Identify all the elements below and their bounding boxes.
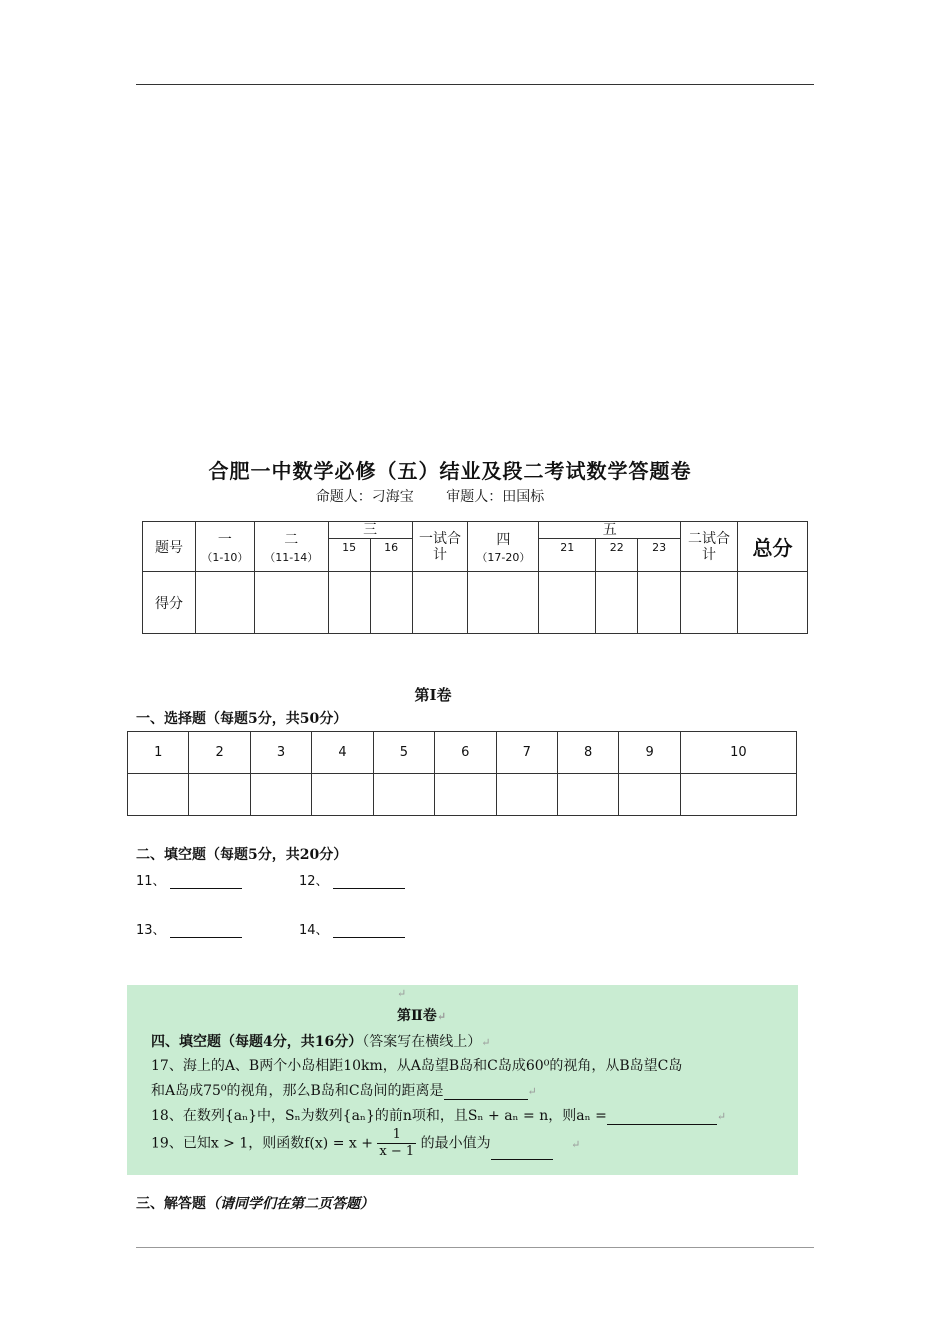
score-cell[interactable] xyxy=(328,572,370,634)
choice-number: 3 xyxy=(250,732,311,774)
question-17-line1: 17、海上的A、B两个小岛相距10km，从A岛望B岛和C岛成60⁰的视角，从B岛望C岛 xyxy=(151,1058,683,1074)
answer-cell[interactable] xyxy=(435,774,496,816)
score-cell[interactable] xyxy=(412,572,468,634)
score-table xyxy=(142,521,808,634)
sec4-header: 四 （17-20） xyxy=(468,522,539,572)
q23-header: 23 xyxy=(638,539,681,572)
choice-number: 10 xyxy=(680,732,796,774)
choice-number: 9 xyxy=(619,732,680,774)
answer-cell[interactable] xyxy=(189,774,250,816)
answer-cell[interactable] xyxy=(128,774,189,816)
answer-cell[interactable] xyxy=(250,774,311,816)
q21-header: 21 xyxy=(539,539,596,572)
return-mark-icon: ↵ xyxy=(397,987,407,1000)
label-score: 得分 xyxy=(143,572,196,634)
score-cell[interactable] xyxy=(254,572,328,634)
fill-item-12: 12、 xyxy=(299,870,405,889)
choice-number: 2 xyxy=(189,732,250,774)
part2-heading: 四、填空题（每题4分，共16分）（答案写在横线上）↵ xyxy=(151,1034,491,1050)
return-mark-icon: ↵ xyxy=(527,1085,537,1098)
answer-cell[interactable] xyxy=(680,774,796,816)
total-header: 总分 xyxy=(738,522,808,572)
label-question-number: 题号 xyxy=(143,522,196,572)
fill-item-13: 13、 xyxy=(136,919,242,938)
sec5-header: 五 xyxy=(539,522,681,539)
answer-cell[interactable] xyxy=(557,774,618,816)
answer-cell[interactable] xyxy=(373,774,434,816)
score-cell[interactable] xyxy=(638,572,681,634)
q15-header: 15 xyxy=(328,539,370,572)
answer-blank[interactable] xyxy=(170,874,242,889)
answer-cell[interactable] xyxy=(496,774,557,816)
answer-blank[interactable] xyxy=(333,874,405,889)
footer-rule xyxy=(136,1247,814,1248)
return-mark-icon: ↵ xyxy=(716,1110,727,1123)
header-rule xyxy=(136,84,814,85)
score-cell[interactable] xyxy=(370,572,412,634)
answer-blank[interactable] xyxy=(491,1145,553,1160)
authors-line xyxy=(0,486,860,506)
question-18: 18、在数列{aₙ}中，Sₙ为数列{aₙ}的前n项和，且Sₙ + aₙ = n，则aₙ = ↵ xyxy=(151,1108,727,1124)
part3-heading: 三、解答题（请同学们在第二页答题） xyxy=(136,1196,374,1212)
author: 命题人：刁海宝 xyxy=(315,489,414,505)
fill-item-11: 11、 xyxy=(136,870,242,889)
reviewer: 审题人：田国标 xyxy=(446,489,545,505)
choice-number: 1 xyxy=(128,732,189,774)
part2-title: 第Ⅱ卷↵ xyxy=(397,1008,447,1024)
score-cell[interactable] xyxy=(738,572,808,634)
answer-cell[interactable] xyxy=(619,774,680,816)
choice-answer-table xyxy=(127,731,797,816)
answer-blank[interactable] xyxy=(170,923,242,938)
question-19: 19、已知x > 1，则函数f(x) = x + $\frac{1}{x - 1}$ 的最小值为 ↵ xyxy=(151,1127,581,1159)
subtotal2-header: 二试合计 xyxy=(681,522,738,572)
choice-number: 6 xyxy=(435,732,496,774)
part1-title: 第Ⅰ卷 xyxy=(414,686,452,704)
sec2-header: 二 （11-14） xyxy=(254,522,328,572)
sec1-header: 一 （1-10） xyxy=(195,522,254,572)
q16-header: 16 xyxy=(370,539,412,572)
answer-blank[interactable] xyxy=(333,923,405,938)
score-cell[interactable] xyxy=(195,572,254,634)
choice-number: 4 xyxy=(312,732,373,774)
answer-blank[interactable] xyxy=(607,1110,717,1125)
return-mark-icon: ↵ xyxy=(436,1010,447,1023)
q22-header: 22 xyxy=(596,539,638,572)
page-title: 合肥一中数学必修（五）结业及段二考试数学答题卷 xyxy=(208,459,692,483)
sec3-header: 三 xyxy=(328,522,412,539)
question-17-line2: 和A岛成75⁰的视角，那么B岛和C岛间的距离是 ↵ xyxy=(151,1083,537,1099)
fraction: $\frac{1}{x - 1}$ xyxy=(379,1127,415,1159)
answer-blank[interactable] xyxy=(444,1085,528,1100)
score-cell[interactable] xyxy=(539,572,596,634)
choice-heading: 一、选择题（每题5分，共50分） xyxy=(136,711,348,727)
choice-number: 5 xyxy=(373,732,434,774)
part2-pasted-image xyxy=(127,985,798,1175)
answer-cell[interactable] xyxy=(312,774,373,816)
choice-number: 7 xyxy=(496,732,557,774)
subtotal1-header: 一试合计 xyxy=(412,522,468,572)
choice-number: 8 xyxy=(557,732,618,774)
fill-item-14: 14、 xyxy=(299,919,405,938)
fill-heading: 二、填空题（每题5分，共20分） xyxy=(136,847,348,863)
return-mark-icon: ↵ xyxy=(481,1036,491,1049)
return-mark-icon: ↵ xyxy=(571,1137,581,1151)
score-cell[interactable] xyxy=(681,572,738,634)
score-cell[interactable] xyxy=(468,572,539,634)
score-cell[interactable] xyxy=(596,572,638,634)
